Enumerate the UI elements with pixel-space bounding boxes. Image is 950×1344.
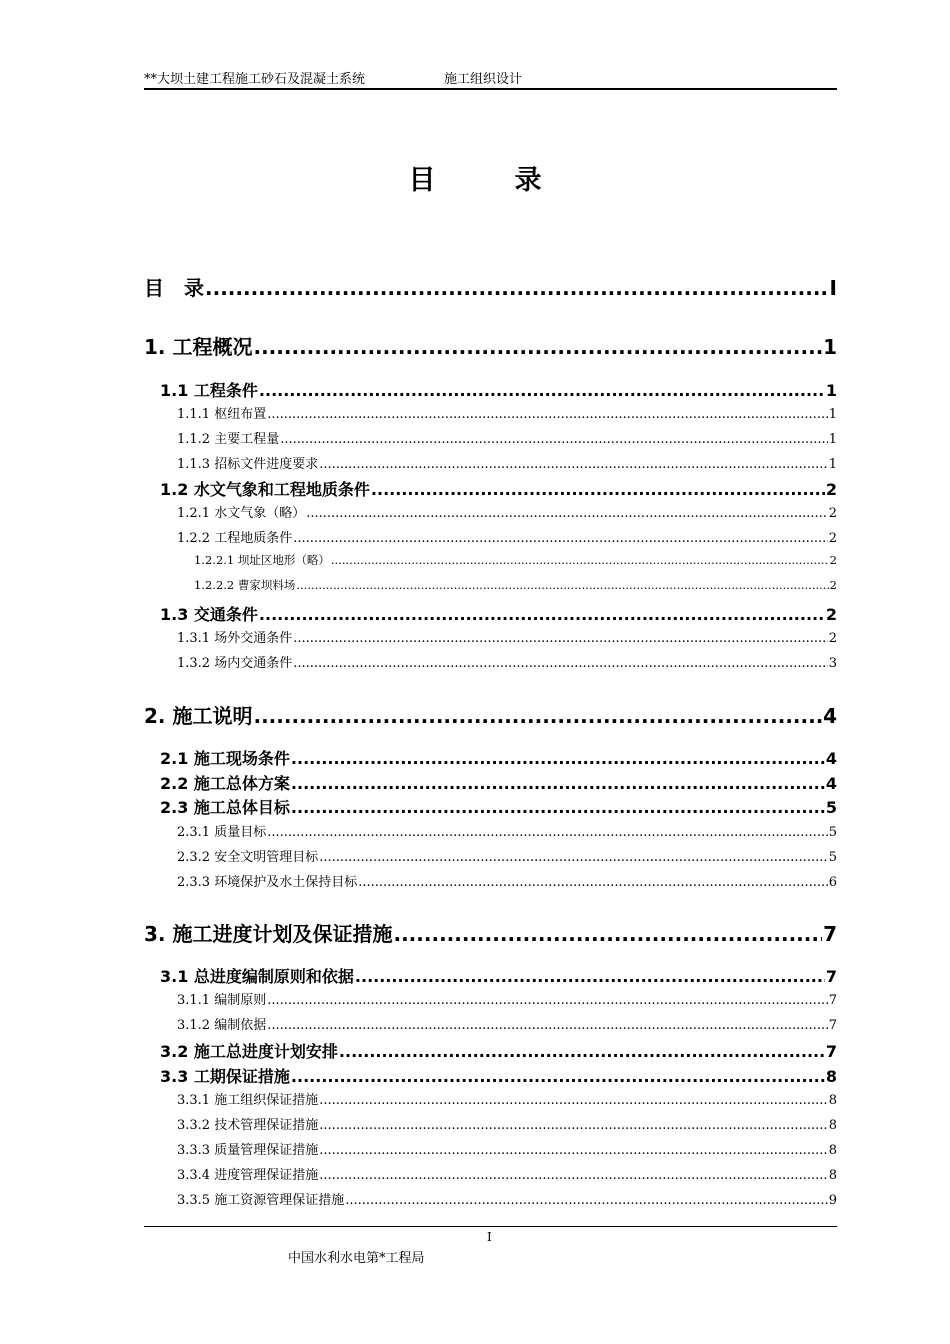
toc-entry-label: 1.2.2.1 坝址区地形（略） [194,553,330,567]
toc-entry-label: 1.3.2 场内交通条件 [177,656,293,671]
toc-leader-dots [267,1018,828,1033]
toc-entry[interactable] [177,1164,837,1183]
toc-entry-page: 2 [828,631,837,646]
toc-leader-dots [319,457,828,472]
toc-entry-page: 3 [828,656,837,671]
toc-entry-label: 3.1.1 编制原则 [177,993,267,1008]
toc-entry-label: 3.3.4 进度管理保证措施 [177,1168,319,1183]
toc-entry-page: 8 [828,1093,837,1108]
toc-entry[interactable] [160,771,837,794]
toc-entry[interactable] [177,453,837,472]
toc-entry-page: 4 [823,704,837,728]
header-project-name: **大坝土建工程施工砂石及混凝土系统 [144,72,366,87]
toc-entry[interactable] [177,1014,837,1033]
toc-leader-dots [205,276,829,300]
toc-entry[interactable] [194,577,837,593]
toc-entry-page: 7 [823,922,837,946]
toc-entry-page: 4 [825,774,837,793]
toc-entry[interactable] [144,331,837,360]
toc-entry[interactable] [177,627,837,646]
toc-entry-page: 7 [828,993,837,1008]
toc-entry[interactable] [177,821,837,840]
toc-entry-label: 3.1 总进度编制原则和依据 [160,967,354,986]
toc-leader-dots [293,656,828,671]
toc-entry-page: 7 [825,1042,837,1061]
toc-entry-page: 8 [828,1143,837,1158]
toc-leader-dots [371,480,825,499]
toc-entry[interactable] [177,652,837,671]
toc-leader-dots [267,825,828,840]
toc-entry-label: 2.1 施工现场条件 [160,749,290,768]
toc-entry[interactable] [144,700,837,729]
toc-entry[interactable] [177,403,837,422]
toc-entry-page: 4 [825,749,837,768]
header-document-type: 施工组织设计 [444,72,523,87]
toc-entry[interactable] [194,552,837,568]
toc-leader-dots [319,1093,828,1108]
toc-entry-page: 5 [825,798,837,817]
toc-entry-label: 1.1.1 枢纽布置 [177,407,267,422]
toc-leader-dots [253,704,822,728]
toc-entry[interactable] [177,1189,837,1208]
toc-entry[interactable] [177,1114,837,1133]
toc-leader-dots [319,1168,828,1183]
toc-entry-page: 8 [828,1168,837,1183]
toc-leader-dots [319,1143,828,1158]
toc-leader-dots [345,1193,828,1208]
toc-entry-label: 1.3 交通条件 [160,605,258,624]
toc-entry-label: 2.3 施工总体目标 [160,798,290,817]
toc-entry[interactable] [177,846,837,865]
toc-entry-label: 1.2.1 水文气象（略） [177,506,306,521]
toc-entry-label: 1.2 水文气象和工程地质条件 [160,480,370,499]
toc-entry-label: 1.2.2.2 曹家坝料场 [194,578,296,592]
toc-leader-dots [319,850,828,865]
toc-entry-label: 1.1.3 招标文件进度要求 [177,457,319,472]
toc-entry-page: 1 [828,432,837,447]
toc-entry[interactable] [160,378,837,401]
toc-entry[interactable] [177,1089,837,1108]
toc-leader-dots [319,1118,828,1133]
toc-entry-page: 1 [828,407,837,422]
toc-entry[interactable] [177,502,837,521]
toc-leader-dots [267,407,828,422]
toc-leader-dots [331,553,829,567]
toc-entry[interactable] [160,746,837,769]
toc-entry-page: 7 [825,967,837,986]
toc-entry-label: 3.3.2 技术管理保证措施 [177,1118,319,1133]
toc-entry-label: 3. 施工进度计划及保证措施 [144,922,393,946]
toc-entry-label: 3.3.3 质量管理保证措施 [177,1143,319,1158]
page-title: 目 录 [408,165,568,196]
toc-leader-dots [293,631,828,646]
toc-entry-page: 1 [828,457,837,472]
page-number: I [487,1230,492,1244]
page-header [144,66,837,90]
toc-entry-page: 6 [828,875,837,890]
toc-entry-label: 3.3.5 施工资源管理保证措施 [177,1193,345,1208]
toc-entry[interactable] [177,428,837,447]
toc-entry[interactable] [144,918,837,947]
toc-entry[interactable] [160,795,837,818]
toc-entry[interactable] [160,1039,837,1062]
toc-entry-page: I [829,276,837,300]
toc-entry-page: 8 [828,1118,837,1133]
toc-leader-dots [296,578,828,592]
toc-entry-label: 2.3.3 环境保护及水土保持目标 [177,875,358,890]
toc-entry-label: 3.1.2 编制依据 [177,1018,267,1033]
toc-entry-label: 3.2 施工总进度计划安排 [160,1042,338,1061]
toc-entry-page: 2 [825,480,837,499]
toc-leader-dots [259,381,825,400]
toc-leader-dots [291,749,825,768]
toc-entry-page: 1 [823,335,837,359]
toc-entry[interactable] [177,871,837,890]
toc-entry-page: 2 [829,553,837,567]
footer-organization: 中国水利水电第*工程局 [288,1251,425,1266]
toc-leader-dots [259,605,825,624]
toc-leader-dots [306,506,828,521]
toc-entry-page: 8 [825,1067,837,1086]
toc-leader-dots [291,774,825,793]
toc-entry[interactable] [160,477,837,500]
toc-entry-page: 5 [828,825,837,840]
toc-entry-page: 2 [828,531,837,546]
toc-entry-label: 2.3.2 安全文明管理目标 [177,850,319,865]
toc-entry-label: 2. 施工说明 [144,704,253,728]
toc-entry-label: 1.3.1 场外交通条件 [177,631,293,646]
toc-entry-label: 3.3 工期保证措施 [160,1067,290,1086]
toc-entry-label: 2.2 施工总体方案 [160,774,290,793]
toc-leader-dots [355,967,825,986]
toc-entry-page: 2 [825,605,837,624]
toc-entry[interactable] [177,527,837,546]
toc-entry[interactable] [177,989,837,1008]
toc-leader-dots [291,1067,825,1086]
toc-entry-label: 1.2.2 工程地质条件 [177,531,293,546]
toc-leader-dots [291,798,825,817]
toc-leader-dots [339,1042,825,1061]
toc-leader-dots [393,922,822,946]
toc-entry-page: 7 [828,1018,837,1033]
toc-entry-page: 1 [825,381,837,400]
toc-entry-label: 1. 工程概况 [144,335,253,359]
toc-entry-page: 9 [828,1193,837,1208]
toc-leader-dots [253,335,822,359]
toc-entry-page: 2 [828,506,837,521]
toc-entry[interactable] [160,1064,837,1087]
toc-leader-dots [267,993,828,1008]
toc-entry-page: 5 [828,850,837,865]
toc-entry-page: 2 [829,578,837,592]
toc-entry[interactable] [160,602,837,625]
toc-entry[interactable] [160,964,837,987]
toc-entry[interactable] [144,272,837,301]
toc-entry-label: 3.3.1 施工组织保证措施 [177,1093,319,1108]
toc-entry-label: 1.1.2 主要工程量 [177,432,280,447]
footer-divider [144,1226,837,1227]
toc-entry-label: 目 录 [144,276,204,300]
toc-entry-label: 2.3.1 质量目标 [177,825,267,840]
toc-leader-dots [293,531,828,546]
toc-leader-dots [358,875,828,890]
toc-entry-label: 1.1 工程条件 [160,381,258,400]
toc-leader-dots [280,432,828,447]
toc-entry[interactable] [177,1139,837,1158]
